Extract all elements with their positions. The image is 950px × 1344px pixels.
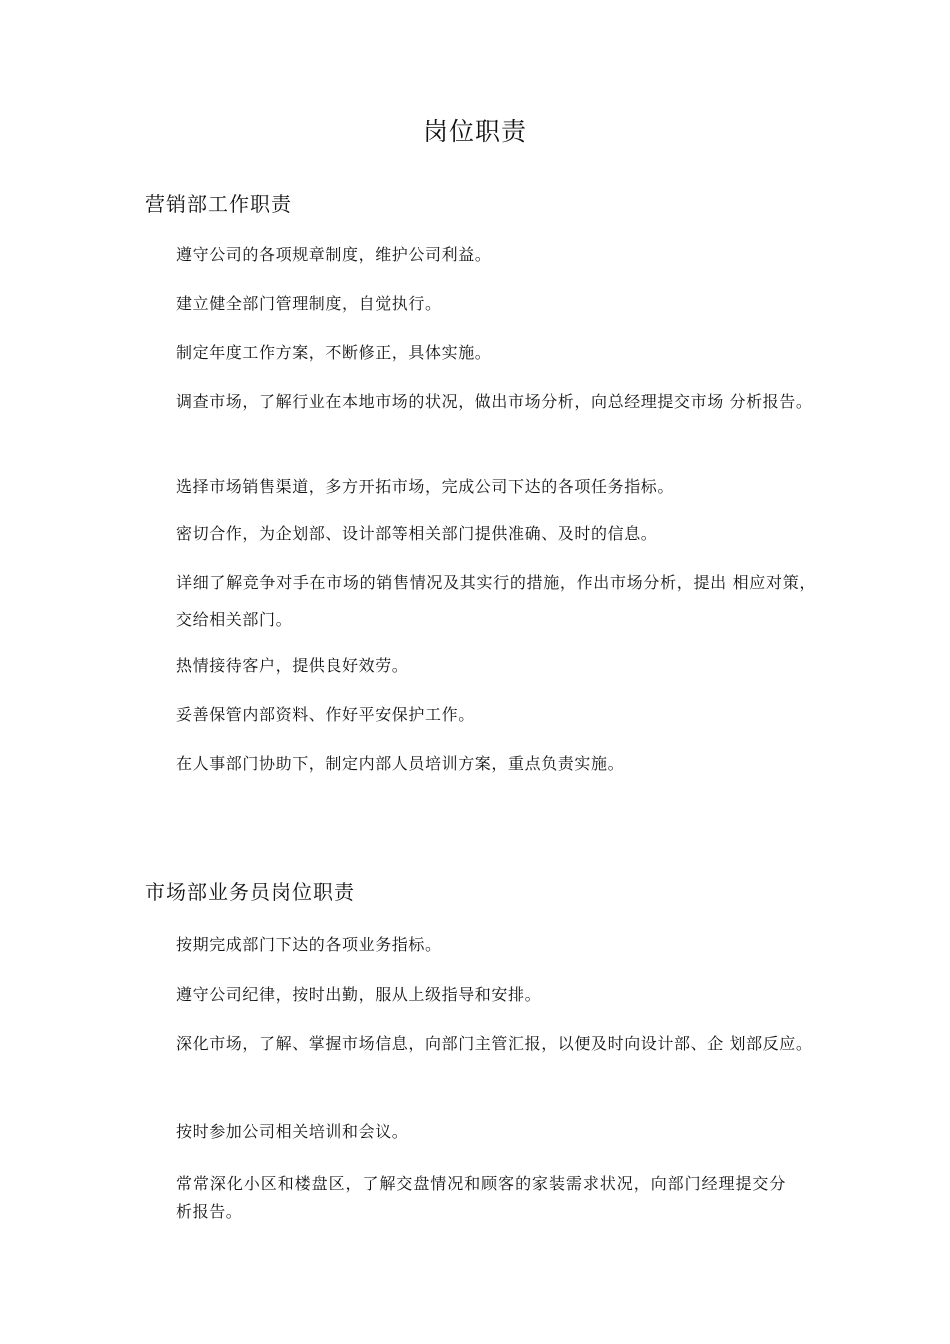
list-item: 按时参加公司相关培训和会议。	[176, 1122, 409, 1141]
list-item: 妥善保管内部资料、作好平安保护工作。	[176, 705, 475, 724]
list-item: 常常深化小区和楼盘区，了解交盘情况和顾客的家装需求状况，向部门经理提交分析报告。	[176, 1174, 786, 1221]
list-item: 遵守公司纪律，按时出勤，服从上级指导和安排。	[176, 985, 542, 1004]
list-item: 热情接待客户，提供良好效劳。	[176, 656, 409, 675]
list-item: 制定年度工作方案，不断修正，具体实施。	[176, 343, 492, 362]
list-item: 建立健全部门管理制度，自觉执行。	[176, 294, 442, 313]
list-item: 调查市场，了解行业在本地市场的状况，做出市场分析，向总经理提交市场 分析报告。	[176, 392, 813, 411]
list-item: 在人事部门协助下，制定内部人员培训方案，重点负责实施。	[176, 754, 625, 773]
list-item: 按期完成部门下达的各项业务指标。	[176, 935, 442, 954]
list-item: 遵守公司的各项规章制度，维护公司利益。	[176, 245, 492, 264]
page-title: 岗位职责	[422, 117, 527, 146]
list-item: 选择市场销售渠道，多方开拓市场，完成公司下达的各项任务指标。	[176, 477, 675, 496]
section-heading-market-staff: 市场部业务员岗位职责	[145, 880, 355, 904]
list-item: 深化市场，了解、掌握市场信息，向部门主管汇报，以便及时向设计部、企 划部反应。	[176, 1034, 813, 1053]
list-item: 详细了解竞争对手在市场的销售情况及其实行的措施，作出市场分析，提出 相应对策，交给相关部门。	[176, 573, 816, 629]
section-heading-marketing: 营销部工作职责	[145, 192, 292, 216]
list-item: 密切合作，为企划部、设计部等相关部门提供准确、及时的信息。	[176, 524, 658, 543]
